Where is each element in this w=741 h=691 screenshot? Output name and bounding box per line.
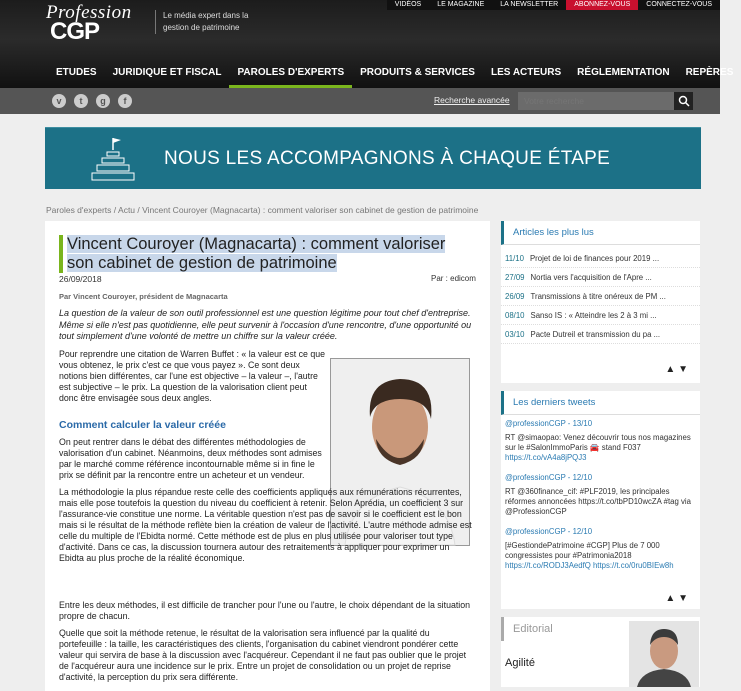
nav-produits-services[interactable]: PRODUITS & SERVICES (360, 67, 475, 78)
most-read-item[interactable] (501, 249, 700, 268)
tweet-link[interactable]: https://t.co/RODJ3AedfQ https://t.co/0ru0BIEw8h (505, 561, 674, 570)
top-links (387, 0, 720, 10)
tweet-text: [#GestiondePatrimoine #CGP] Plus de 7 000 congressistes pour #Patrimonia2018 (505, 541, 660, 560)
item-date: 27/09 (505, 273, 525, 282)
item-text: Transmissions à titre onéreux de PM ... (530, 292, 666, 301)
toolbar (0, 88, 720, 114)
site-tagline: Le média expert dans la gestion de patrimoine (155, 10, 275, 34)
site-header (0, 0, 734, 88)
search-input[interactable] (518, 92, 674, 110)
advanced-search-link[interactable]: Recherche avancée (434, 95, 510, 105)
article-paragraph: La méthodologie la plus répandue reste celle des coefficients appliqués aux rémunérations récurrentes, mais elle pose toutefois la question du niveau du coefficient à retenir. Selon Aprédia, un coefficient 3 sur l'assurance-vie constitue une norme. La véritable question n'est pas de savoir si le coefficient est le bon mais si le résultat de la méthode reflète bien la création de valeur de l'activité. L'autre méthode admise est celle du multiple de l'Ebidta normé. Cette méthode est de plus en plus utilisée pour valoriser tout type d'activité. Dans ce cas, la discussion tournera autour des retraitements à appliquer pour exprimer un Ebidta au plus proche de la réalité économique. (59, 487, 472, 563)
pyramid-flag-icon (90, 136, 136, 182)
link-subscribe[interactable]: ABONNEZ-VOUS (566, 0, 638, 10)
nav-paroles-experts[interactable]: PAROLES D'EXPERTS (229, 60, 352, 88)
item-date: 11/10 (505, 254, 524, 263)
twitter-icon[interactable]: t (74, 94, 88, 108)
banner-text: NOUS LES ACCOMPAGNONS À CHAQUE ÉTAPE (164, 148, 611, 169)
tweet (501, 415, 700, 463)
nav-acteurs[interactable]: LES ACTEURS (490, 67, 562, 78)
item-date: 03/10 (505, 330, 525, 339)
tweet-link[interactable]: https://t.co/vA4a8jPQJ3 (505, 453, 587, 462)
chevron-down-icon[interactable]: ▼ (678, 593, 688, 604)
item-date: 26/09 (505, 292, 525, 301)
nav-reglementation[interactable]: RÉGLEMENTATION (577, 67, 670, 78)
item-text: Nortia vers l'acquisition de l'Apre ... (530, 273, 652, 282)
search-icon (678, 95, 690, 107)
link-magazine[interactable]: LE MAGAZINE (429, 0, 492, 10)
carousel-arrows (665, 593, 688, 604)
editorial-photo (629, 621, 699, 687)
article-title (59, 235, 474, 273)
article-intro: La question de la valeur de son outil professionnel est une question légitime pour tout chef d'entreprise. Même si elle n'est pas quotidienne, elle peut survenir à l'occasion d'une rencontre, d'une opportunité ou tout simplement d'une volonté de mettre un chiffre sur la valeur créée. (59, 308, 472, 341)
tweet-handle[interactable]: @professionCGP - 12/10 (505, 527, 593, 536)
most-read-item[interactable] (501, 287, 700, 306)
most-read-item[interactable] (501, 268, 700, 287)
carousel-arrows (665, 364, 688, 375)
logo-line1: Profession (46, 2, 132, 23)
most-read-item[interactable] (501, 306, 700, 325)
article-date: 26/09/2018 (59, 274, 102, 284)
link-login[interactable]: CONNECTEZ-VOUS (638, 0, 720, 10)
article (45, 221, 490, 691)
article-paragraph: On peut rentrer dans le débat des différentes méthodologies de valorisation d'un cabinet. Néanmoins, deux méthodes sont admises par le marché comme référence incontournable même si in fine le prix se définit par la rencontre entre un acheteur et un vendeur. (59, 437, 322, 480)
facebook-icon[interactable]: f (118, 94, 132, 108)
most-read-item[interactable] (501, 325, 700, 344)
most-read-title: Articles les plus lus (501, 221, 700, 245)
article-author: Par Vincent Couroyer, président de Magnacarta (59, 292, 228, 301)
most-read-box (501, 221, 700, 383)
chevron-down-icon[interactable]: ▼ (678, 364, 688, 375)
tweet-text: RT @360finance_cif: #PLF2019, les principales réformes annoncées https://t.co/tbPD10wcZA #tag via @ProfessionCGP (505, 487, 691, 516)
tweets-title: Les derniers tweets (501, 391, 700, 415)
editorial-text[interactable]: Agilité (505, 657, 535, 669)
tweet (501, 523, 700, 571)
nav-etudes[interactable]: ETUDES (56, 67, 97, 78)
chevron-up-icon[interactable]: ▲ (665, 593, 676, 604)
editor-portrait (629, 621, 699, 687)
article-title-text: Vincent Couroyer (Magnacarta) : comment valoriser son cabinet de gestion de patrimoine (67, 235, 446, 272)
tweet (501, 469, 700, 517)
site-logo[interactable] (46, 2, 132, 45)
article-paragraph: Quelle que soit la méthode retenue, le résultat de la valorisation sera influencé par la qualité du portefeuille : la taille, les caractéristiques des clients, l'organisation du cabinet viendront pondérer cette valeur qui servira de base à la discussion avec l'acquéreur. Cependant il ne faut pas oublier que le projet de l'acquéreur aura une incidence sur le prix. Entre un projet de consolidation ou un projet de reprise d'activité, la perception du prix sera différente. (59, 628, 467, 682)
chevron-up-icon[interactable]: ▲ (665, 364, 676, 375)
editorial-box (501, 617, 700, 687)
editorial-title: Editorial (501, 617, 700, 641)
tweets-box (501, 391, 700, 609)
article-paragraph: Pour reprendre une citation de Warren Buffet : « la valeur est ce que vous obtenez, le prix c'est ce que vous payez ». Ce sont deux notions bien différentes, car l'une est objective – la valeur –, l'autre est subjective – le prix. La question de la valorisation client peut donc être envisagée sous deux angles. (59, 349, 326, 403)
tweet-handle[interactable]: @professionCGP - 13/10 (505, 419, 593, 428)
article-subhead: Comment calculer la valeur créée (59, 419, 226, 431)
ad-banner[interactable] (45, 127, 701, 189)
nav-juridique-fiscal[interactable]: JURIDIQUE ET FISCAL (112, 67, 222, 78)
article-source: Par : edicom (431, 274, 476, 283)
link-newsletter[interactable]: LA NEWSLETTER (492, 0, 566, 10)
main-nav (48, 60, 741, 88)
logo-line2: CGP (50, 18, 100, 45)
tweet-handle[interactable]: @professionCGP - 12/10 (505, 473, 593, 482)
vimeo-icon[interactable]: v (52, 94, 66, 108)
item-text: Projet de loi de finances pour 2019 ... (529, 254, 660, 263)
nav-reperes[interactable]: REPÈRES (685, 67, 734, 78)
article-paragraph: Entre les deux méthodes, il est difficile de trancher pour l'une ou l'autre, le choix dépendant de la situation propre de chacun. (59, 600, 471, 621)
social-links (52, 94, 132, 108)
item-text: Pacte Dutreil et transmission du pa ... (530, 330, 661, 339)
tweet-text: RT @simaopao: Venez découvrir tous nos magazines sur le #SalonImmoParis 🚘 stand F037 (505, 433, 691, 452)
item-text: Sanso IS : « Atteindre les 2 à 3 mi ... (530, 311, 657, 320)
search-button[interactable] (674, 92, 693, 110)
google-plus-icon[interactable]: g (96, 94, 110, 108)
link-videos[interactable]: VIDÉOS (387, 0, 429, 10)
breadcrumb[interactable]: Paroles d'experts / Actu / Vincent Couroyer (Magnacarta) : comment valoriser son cabinet de gestion de patrimoine (46, 205, 479, 215)
item-date: 08/10 (505, 311, 525, 320)
